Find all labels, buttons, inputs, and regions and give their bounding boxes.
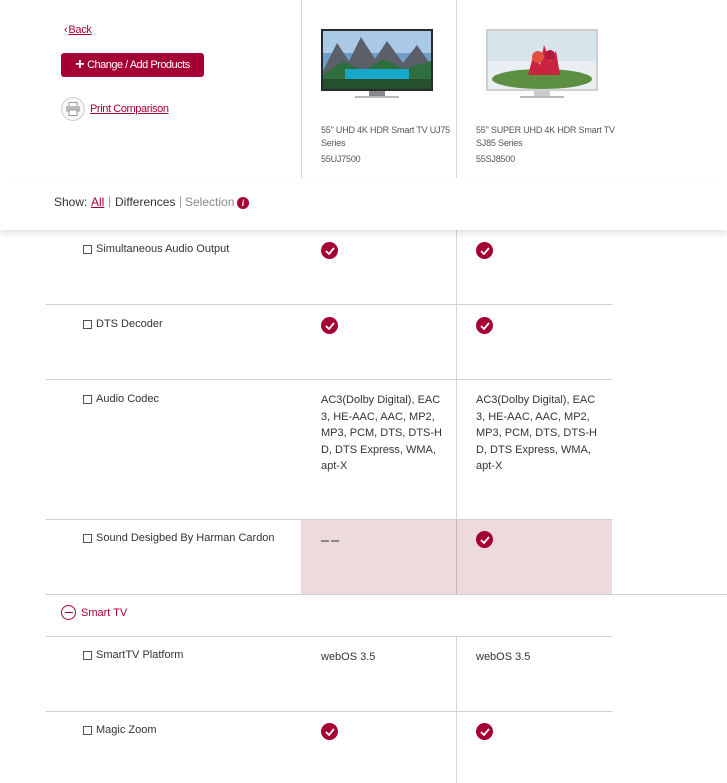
change-add-products-label: Change / Add Products: [87, 59, 190, 71]
product-name: 55" UHD 4K HDR Smart TV UJ75 Series: [321, 125, 450, 148]
info-icon[interactable]: i: [237, 197, 249, 209]
spec-feature: [83, 649, 183, 661]
plus-icon: +: [75, 56, 85, 73]
column-divider: [456, 520, 457, 594]
row-divider: [46, 304, 612, 305]
product-image[interactable]: [321, 26, 433, 100]
filter-selection[interactable]: Selection: [185, 195, 235, 209]
checkbox-icon[interactable]: [83, 726, 92, 735]
filter-all[interactable]: All: [91, 195, 105, 209]
product-name: 55" SUPER UHD 4K HDR Smart TV SJ85 Series: [476, 125, 615, 148]
spec-value: webOS 3.5: [321, 651, 376, 663]
checkmark-icon: [476, 723, 493, 740]
checkmark-icon: [476, 317, 493, 334]
filter-differences[interactable]: Differences: [115, 195, 176, 209]
column-divider: [456, 636, 457, 783]
checkmark-icon: [476, 242, 493, 259]
change-add-products-button[interactable]: [61, 53, 204, 77]
compare-header: [0, 0, 727, 178]
show-label: Show:: [54, 195, 88, 209]
show-filter-bar: [0, 178, 727, 230]
product-model: 55UJ7500: [321, 154, 361, 164]
product-column-1: [321, 26, 461, 164]
filter-separator: |: [179, 194, 183, 208]
spec-value: AC3(Dolby Digital), EAC3, HE-AAC, AAC, MP2, MP3, PCM, DTS, DTS-HD, DTS Express, WMA, apt-X: [321, 394, 443, 472]
print-comparison[interactable]: [61, 97, 169, 121]
row-divider: [46, 636, 612, 637]
checkmark-icon: [321, 723, 338, 740]
tv-screen: [486, 29, 598, 91]
row-divider: [46, 711, 612, 712]
checkbox-icon[interactable]: [83, 651, 92, 660]
spec-feature-label: SmartTV Platform: [96, 649, 184, 661]
spec-feature-label: Magic Zoom: [96, 724, 157, 736]
spec-feature: [83, 724, 157, 736]
spec-feature-label: Simultaneous Audio Output: [96, 243, 230, 255]
spec-feature: [83, 532, 275, 544]
product-image[interactable]: [486, 26, 598, 100]
column-divider: [301, 0, 302, 178]
checkbox-icon[interactable]: [83, 320, 92, 329]
back-link[interactable]: [64, 24, 92, 36]
section-smart-tv[interactable]: [61, 605, 127, 620]
spec-value: webOS 3.5: [476, 651, 531, 663]
print-icon: [61, 97, 85, 121]
filter-separator: |: [108, 194, 112, 208]
section-label: Smart TV: [81, 606, 128, 619]
spec-feature-label: Sound Desigbed By Harman Cardon: [96, 532, 275, 544]
spec-feature: [83, 393, 159, 405]
checkbox-icon[interactable]: [83, 534, 92, 543]
spec-feature-label: Audio Codec: [96, 393, 159, 405]
minus-circle-icon: [61, 605, 76, 620]
back-label: Back: [68, 24, 92, 36]
checkbox-icon[interactable]: [83, 395, 92, 404]
checkmark-icon: [476, 531, 493, 548]
not-available-dash: [321, 540, 329, 542]
checkmark-icon: [321, 242, 338, 259]
not-available-dash: [331, 540, 339, 542]
product-model: 55SJ8500: [476, 154, 515, 164]
print-comparison-link[interactable]: Print Comparison: [90, 103, 169, 115]
spec-value: AC3(Dolby Digital), EAC3, HE-AAC, AAC, MP2, MP3, PCM, DTS, DTS-HD, DTS Express, WMA, apt-X: [476, 394, 598, 472]
section-divider: [46, 594, 727, 595]
spec-feature: [83, 318, 163, 330]
product-column-2: [476, 26, 616, 164]
checkbox-icon[interactable]: [83, 245, 92, 254]
tv-screen: [321, 29, 433, 91]
chevron-left-icon: ‹: [64, 24, 68, 36]
spec-feature: [83, 243, 229, 255]
spec-feature-label: DTS Decoder: [96, 318, 163, 330]
row-divider: [46, 379, 612, 380]
checkmark-icon: [321, 317, 338, 334]
